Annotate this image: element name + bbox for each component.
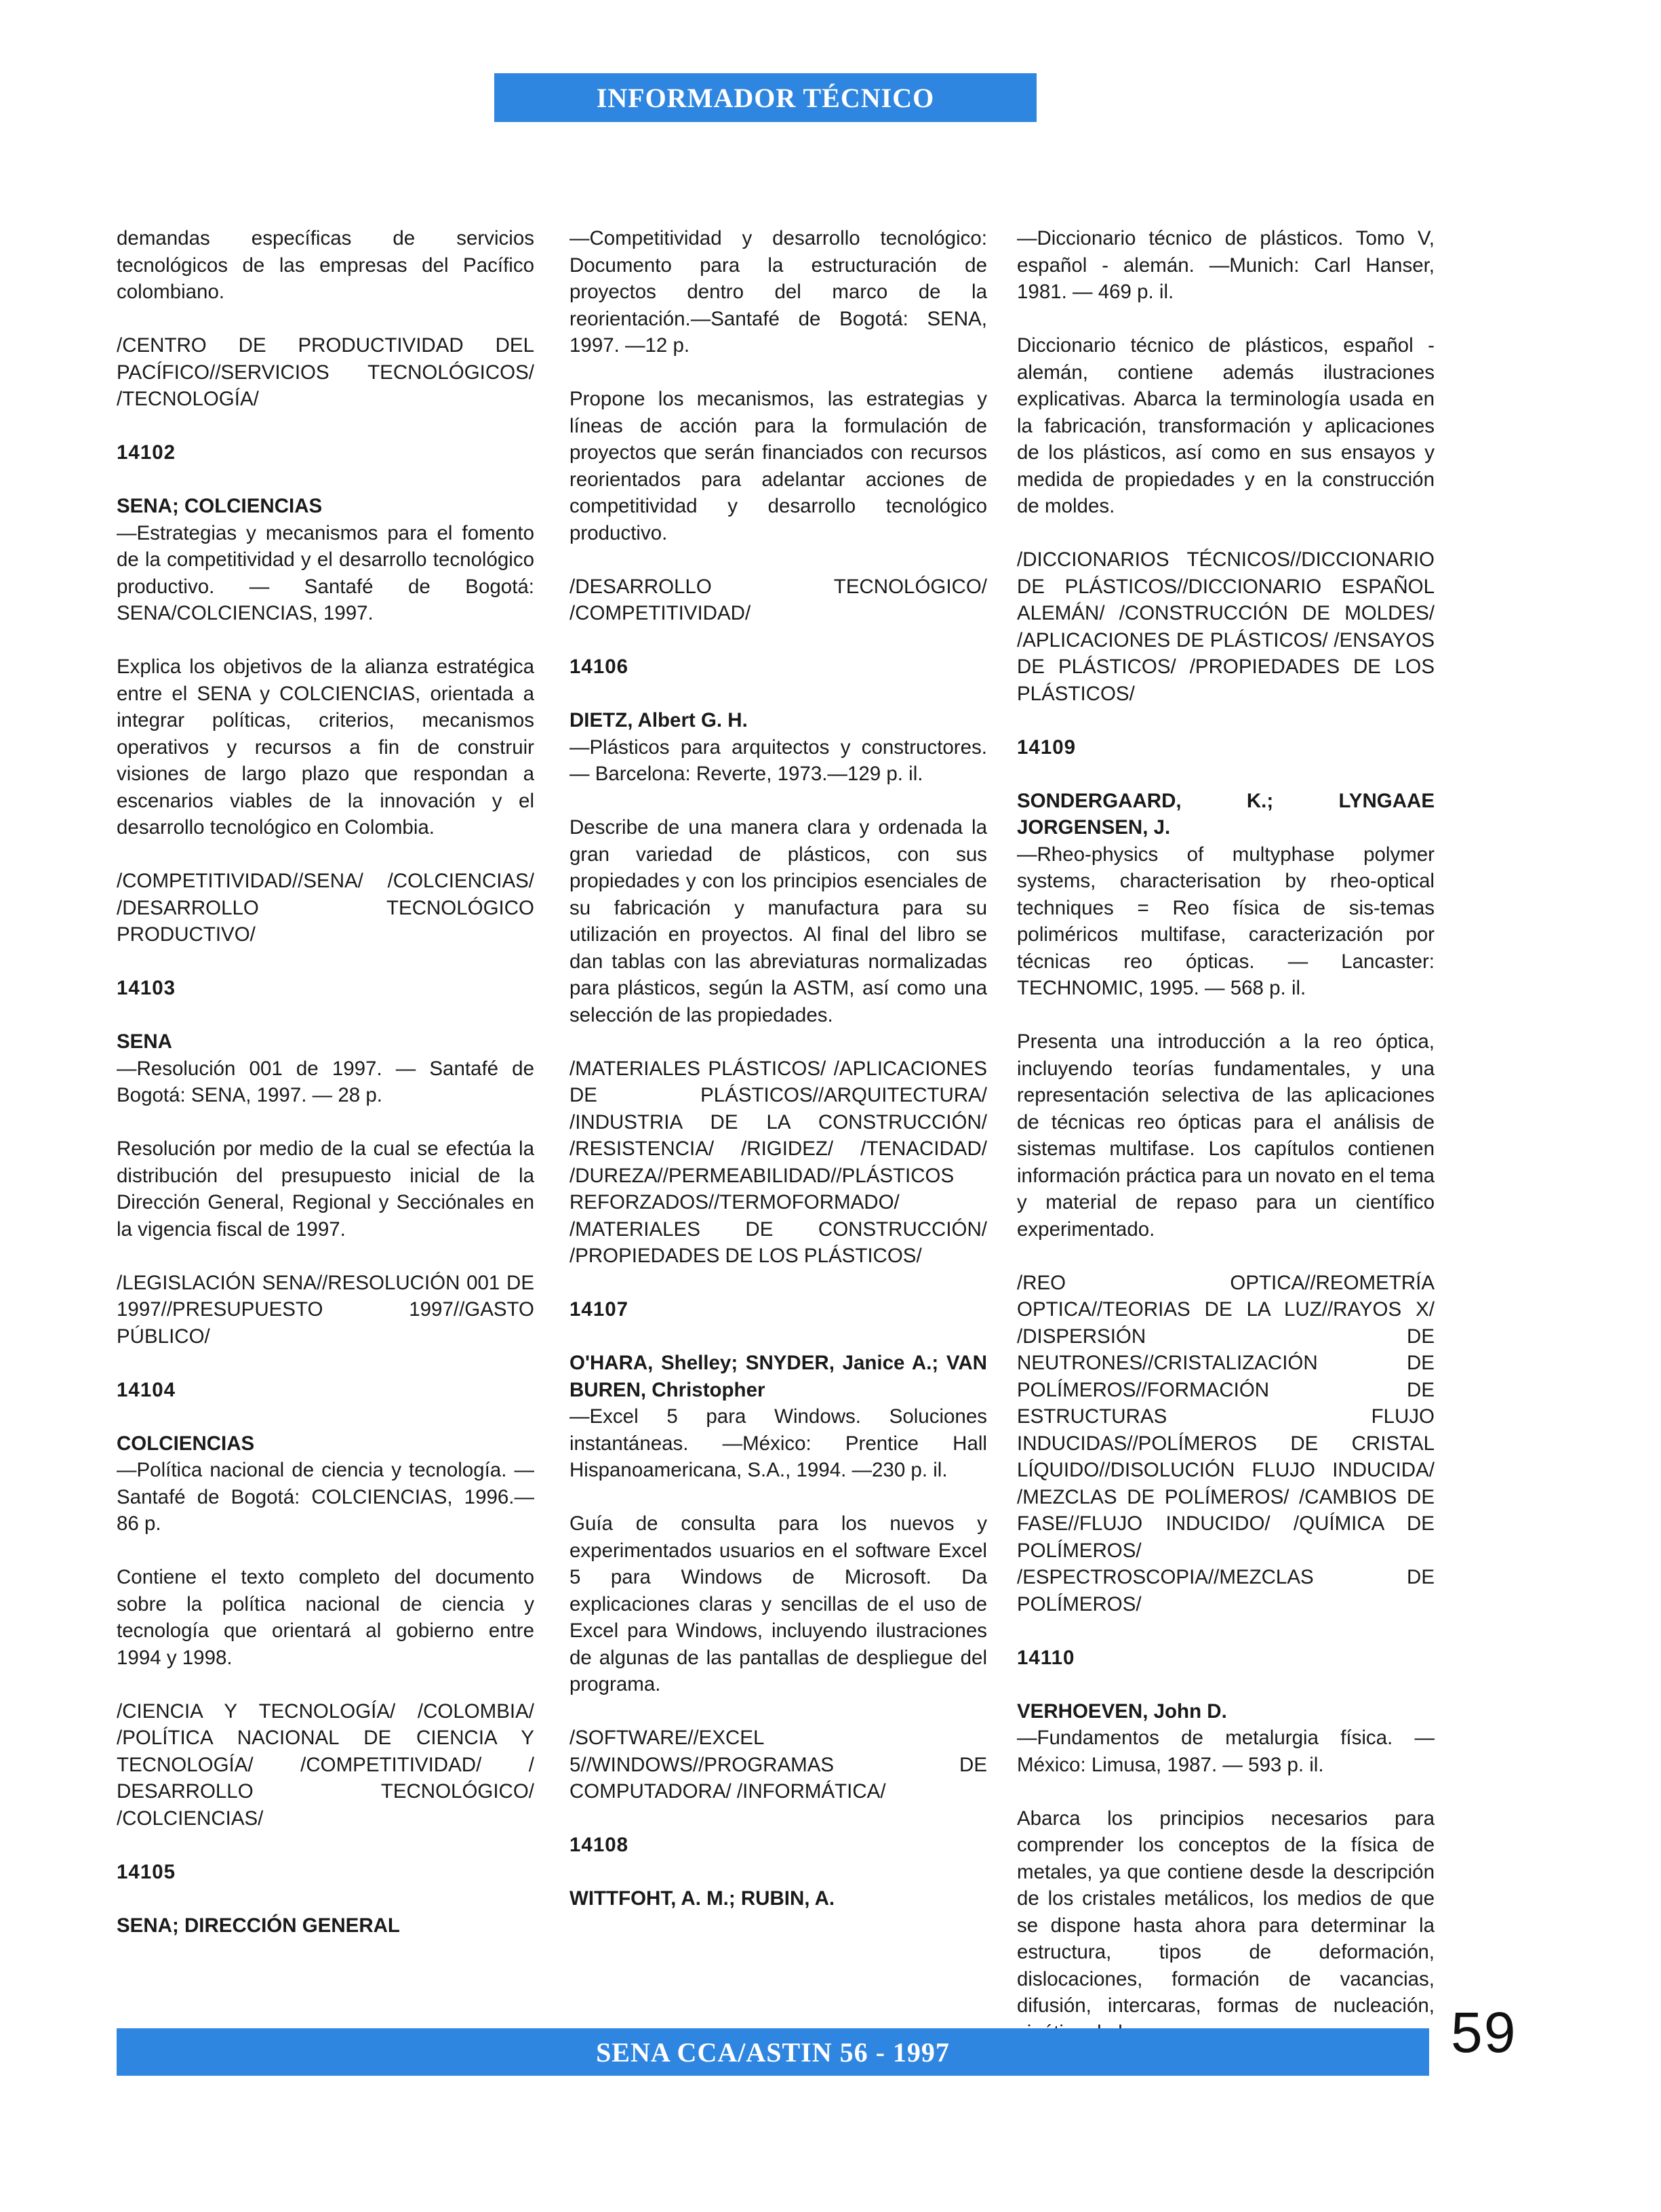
entry-author: SENA; DIRECCIÓN GENERAL — [117, 1914, 400, 1937]
page-number: 59 — [1451, 2000, 1517, 2064]
entry-number: 14108 — [569, 1834, 629, 1856]
abstract-paragraph: Describe de una manera clara y ordenada la gran variedad de plásticos, con sus propiedades y con los principios esenciales de su fabricación y manufactura para su utilización en proyectos. Al final del libro se dan tablas con las abreviaturas normalizadas para plásticos, según la ASTM, así como una selección de las propiedades. — [569, 816, 987, 1026]
abstract-paragraph: Explica los objetivos de la alianza estratégica entre el SENA y COLCIENCIAS, orientada a integrar políticas, criterios, mecanismos operativos y recursos a fin de construir visiones de largo plazo que respondan a escenarios viables de la innovación y el desarrollo tecnológico en Colombia. — [117, 656, 534, 839]
keyword-list: /SOFTWARE//EXCEL 5//WINDOWS//PROGRAMAS DE COMPUTADORA/ /INFORMÁTICA/ — [569, 1727, 987, 1803]
keyword-list: /DICCIONARIOS TÉCNICOS//DICCIONARIO DE PLÁSTICOS//DICCIONARIO ESPAÑOL ALEMÁN/ /CONSTRUCCIÓN DE MOLDES/ /APLICACIONES DE PLÁSTICOS/ /ENSAYOS DE PLÁSTICOS/ /PROPIEDADES DE LOS PLÁSTICOS/ — [1017, 548, 1435, 705]
entry-number: 14106 — [569, 656, 629, 678]
abstract-paragraph: Abarca los principios necesarios para comprender los conceptos de la física de metales, ya que contiene desde la descripción de los cristales metálicos, los medios de que se dispone hasta ahora para determinar la estructura, tipos de deformación, dislocaciones, formación de vacancias, difusión, intercaras, formas de nucleación, — [1017, 1807, 1435, 2017]
entry-author: SENA; COLCIENCIAS — [117, 495, 323, 517]
entry-author: O'HARA, Shelley; SNYDER, Janice A.; VAN BUREN, Christopher — [569, 1352, 987, 1401]
entry-number: 14105 — [117, 1860, 176, 1883]
keyword-list: /DESARROLLO TECNOLÓGICO/ /COMPETITIVIDAD/ — [569, 575, 987, 624]
column-2 — [569, 225, 987, 1912]
abstract-paragraph: Contiene el texto completo del documento sobre la política nacional de ciencia y tecnología que orientará al gobierno entre 1994 y 1998. — [117, 1566, 534, 1669]
abstract-paragraph: Presenta una introducción a la reo óptica, incluyendo teorías fundamentales, y una representación selectiva de las aplicaciones de técnicas reo ópticas para el análisis de sistemas multifase. Los capítulos contienen información práctica para un novato en el tema y material de repaso para un científico experimentado. — [1017, 1030, 1435, 1241]
column-3 — [1017, 225, 1435, 2046]
entry-citation: —Resolución 001 de 1997. — Santafé de Bogotá: SENA, 1997. — 28 p. — [117, 1057, 534, 1106]
entry-citation: —Política nacional de ciencia y tecnología. — Santafé de Bogotá: COLCIENCIAS, 1996.— 86 p. — [117, 1459, 534, 1535]
keyword-list: /CIENCIA Y TECNOLOGÍA/ /COLOMBIA/ /POLÍTICA NACIONAL DE CIENCIA Y TECNOLOGÍA/ /COMPETITIVIDAD/ / DESARROLLO TECNOLÓGICO/ /COLCIENCIAS/ — [117, 1700, 534, 1830]
entry-citation: —Estrategias y mecanismos para el fomento de la competitividad y el desarrollo tecnológico productivo. — Santafé de Bogotá: SENA/COLCIENCIAS, 1997. — [117, 521, 534, 624]
keyword-list: /REO OPTICA//REOMETRÍA OPTICA//TEORIAS DE LA LUZ//RAYOS X/ /DISPERSIÓN DE NEUTRONES//CRISTALIZACIÓN DE POLÍMEROS//FORMACIÓN DE ESTRUCTURAS FLUJO INDUCIDAS//POLÍMEROS DE CRISTAL LÍQUIDO//DISOLUCIÓN FLUJO INDUCIDA/ /MEZCLAS DE POLÍMEROS/ /CAMBIOS DE FASE//FLUJO INDUCIDO/ /QUÍMICA DE POLÍMEROS/ /ESPECTROSCOPIA//MEZCLAS DE POLÍMEROS/ — [1017, 1271, 1435, 1615]
entry-number: 14103 — [117, 977, 176, 999]
section-header: INFORMADOR TÉCNICO — [494, 73, 1037, 122]
keyword-list: /LEGISLACIÓN SENA//RESOLUCIÓN 001 DE 1997//PRESUPUESTO 1997//GASTO PÚBLICO/ — [117, 1271, 534, 1348]
entry-author: DIETZ, Albert G. H. — [569, 709, 748, 731]
keyword-list: /MATERIALES PLÁSTICOS/ /APLICACIONES DE PLÁSTICOS//ARQUITECTURA/ /INDUSTRIA DE LA CONSTRUCCIÓN/ /RESISTENCIA/ /RIGIDEZ/ /TENACIDAD/ /DUREZA//PERMEABILIDAD//PLÁSTICOS REFORZADOS//TERMOFORMADO/ /MATERIALES DE CONSTRUCCIÓN/ /PROPIEDADES DE LOS PLÁSTICOS/ — [569, 1057, 987, 1267]
abstract-paragraph: —Competitividad y desarrollo tecnológico: Documento para la estructuración de proyectos dentro del marco de la reorientación.—Santafé de Bogotá: SENA, 1997. —12 p. — [569, 227, 987, 357]
abstract-paragraph: Guía de consulta para los nuevos y experimentados usuarios en el software Excel 5 para Windows de Microsoft. Da explicaciones claras y sencillas de el uso de Excel para Windows, incluyendo ilustraciones de algunas de las pantallas de despliegue del programa. — [569, 1512, 987, 1695]
entry-number: 14107 — [569, 1298, 629, 1321]
entry-number: 14102 — [117, 441, 176, 464]
keyword-list: /COMPETITIVIDAD//SENA/ /COLCIENCIAS/ /DESARROLLO TECNOLÓGICO PRODUCTIVO/ — [117, 870, 534, 946]
entry-number: 14109 — [1017, 736, 1077, 759]
entry-author: VERHOEVEN, John D. — [1017, 1700, 1227, 1723]
entry-author: SONDERGAARD, K.; LYNGAAE JORGENSEN, J. — [1017, 789, 1435, 839]
entry-number: 14110 — [1017, 1646, 1075, 1669]
entry-number: 14104 — [117, 1378, 176, 1401]
entry-author: WITTFOHT, A. M.; RUBIN, A. — [569, 1887, 835, 1910]
abstract-paragraph: Diccionario técnico de plásticos, español - alemán, contiene además ilustraciones explicativas. Abarca la terminología usada en la fabricación, transformación y aplicaciones de los plásticos, así como en sus ensayos y medida de propiedades y en la construcción de moldes. — [1017, 334, 1435, 517]
entry-author: COLCIENCIAS — [117, 1432, 255, 1455]
column-1 — [117, 225, 534, 1939]
entry-author: SENA — [117, 1030, 172, 1053]
entry-citation: —Excel 5 para Windows. Soluciones instantáneas. —México: Prentice Hall Hispanoamericana, S.A., 1994. —230 p. il. — [569, 1405, 987, 1481]
entry-citation: —Rheo-physics of multyphase polymer systems, characterisation by rheo-optical techniques = Reo física de sis-temas poliméricos multifase, caracterización por técnicas reo ópticas. — Lancaster: TECHNOMIC, 1995. — 568 p. il. — [1017, 843, 1435, 999]
keyword-list: /CENTRO DE PRODUCTIVIDAD DEL PACÍFICO//SERVICIOS TECNOLÓGICOS/ /TECNOLOGÍA/ — [117, 334, 534, 410]
abstract-paragraph: —Diccionario técnico de plásticos. Tomo V, español - alemán. —Munich: Carl Hanser, 1981. — 469 p. il. — [1017, 227, 1435, 303]
abstract-paragraph: Propone los mecanismos, las estrategias y líneas de acción para la formulación de proyectos que serán financiados con recursos reorientados para adelantar acciones de competitividad y desarrollo tecnológico productivo. — [569, 388, 987, 544]
footer-journal-title: SENA CCA/ASTIN 56 - 1997 — [117, 2028, 1429, 2076]
abstract-paragraph: Resolución por medio de la cual se efectúa la distribución del presupuesto inicial de la Dirección General, Regional y Secciónales en la vigencia fiscal de 1997. — [117, 1138, 534, 1241]
abstract-paragraph: demandas específicas de servicios tecnológicos de las empresas del Pacífico colombiano. — [117, 227, 534, 303]
entry-citation: —Plásticos para arquitectos y constructores. — Barcelona: Reverte, 1973.—129 p. il. — [569, 736, 987, 785]
entry-citation: —Fundamentos de metalurgia física. — México: Limusa, 1987. — 593 p. il. — [1017, 1727, 1435, 1776]
